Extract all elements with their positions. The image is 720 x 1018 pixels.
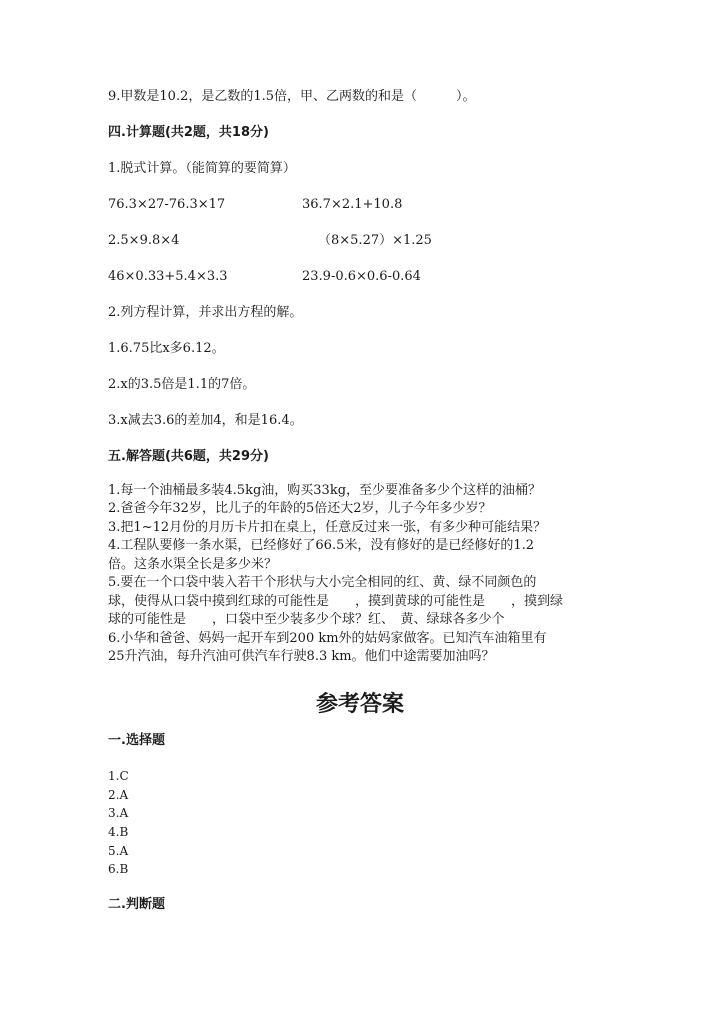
calc-expression: 76.3×27-76.3×17	[108, 197, 226, 212]
calc-problem-title: 1.脱式计算。（能简算的要简算）	[108, 161, 296, 176]
calc-expression: （8×5.27）×1.25	[318, 233, 432, 248]
calc-expression: 23.9-0.6×0.6-0.64	[302, 269, 421, 284]
section-5-heading: 五.解答题(共6题，共29分)	[108, 449, 269, 464]
section-4-heading: 四.计算题(共2题，共18分)	[108, 125, 269, 140]
equation-item: 1.6.75比x多6.12。	[108, 341, 225, 356]
answers-title: 参考答案	[315, 691, 404, 717]
word-problem-line: 3.把1~12月份的月历卡片扣在桌上，任意反过来一张，有多少种可能结果？	[108, 520, 547, 535]
word-problem-line: 倍。这条水渠全长是多少米？	[108, 557, 278, 572]
answer-item: 1.C	[108, 769, 129, 783]
answer-item: 6.B	[108, 862, 129, 876]
calc-expression: 36.7×2.1+10.8	[302, 197, 403, 212]
equation-problem-title: 2.列方程计算，并求出方程的解。	[108, 305, 303, 320]
calc-expression: 46×0.33+5.4×3.3	[108, 269, 228, 284]
equation-item: 3.x减去3.6的差加4，和是16.4。	[108, 413, 303, 428]
word-problem-line: 5.要在一个口袋中装入若干个形状与大小完全相同的红、黄、绿不同颜色的	[108, 575, 537, 590]
answer-item: 5.A	[108, 844, 129, 858]
answers-section-1-heading: 一.选择题	[108, 733, 165, 748]
answer-item: 3.A	[108, 806, 129, 820]
equation-item: 2.x的3.5倍是1.1的7倍。	[108, 377, 256, 392]
answer-item: 2.A	[108, 788, 129, 802]
answer-item: 4.B	[108, 825, 129, 839]
question-9: 9.甲数是10.2，是乙数的1.5倍，甲、乙两数的和是（ ）。	[108, 89, 476, 104]
word-problem-line: 2.爸爸今年32岁，比儿子的年龄的5倍还大2岁，儿子今年多少岁？	[108, 501, 492, 516]
word-problem-line: 1.每一个油桶最多装4.5kg油，购买33kg，至少要准备多少个这样的油桶？	[108, 483, 542, 498]
word-problem-line: 4.工程队要修一条水渠，已经修好了66.5米，没有修好的是已经修好的1.2	[108, 538, 535, 553]
calc-expression: 2.5×9.8×4	[108, 233, 180, 248]
word-problem-line: 球，使得从口袋中摸到红球的可能性是 ，摸到黄球的可能性是 ，摸到绿	[108, 594, 564, 609]
answers-section-2-heading: 二.判断题	[108, 897, 165, 912]
word-problem-line: 6.小华和爸爸、妈妈一起开车到200 km外的姑妈家做客。已知汽车油箱里有	[108, 631, 547, 646]
word-problem-line: 球的可能性是 ，口袋中至少装多少个球？红、 黄、绿球各多少个	[108, 612, 505, 627]
word-problem-line: 25升汽油，每升汽油可供汽车行驶8.3 km。他们中途需要加油吗？	[108, 649, 495, 664]
